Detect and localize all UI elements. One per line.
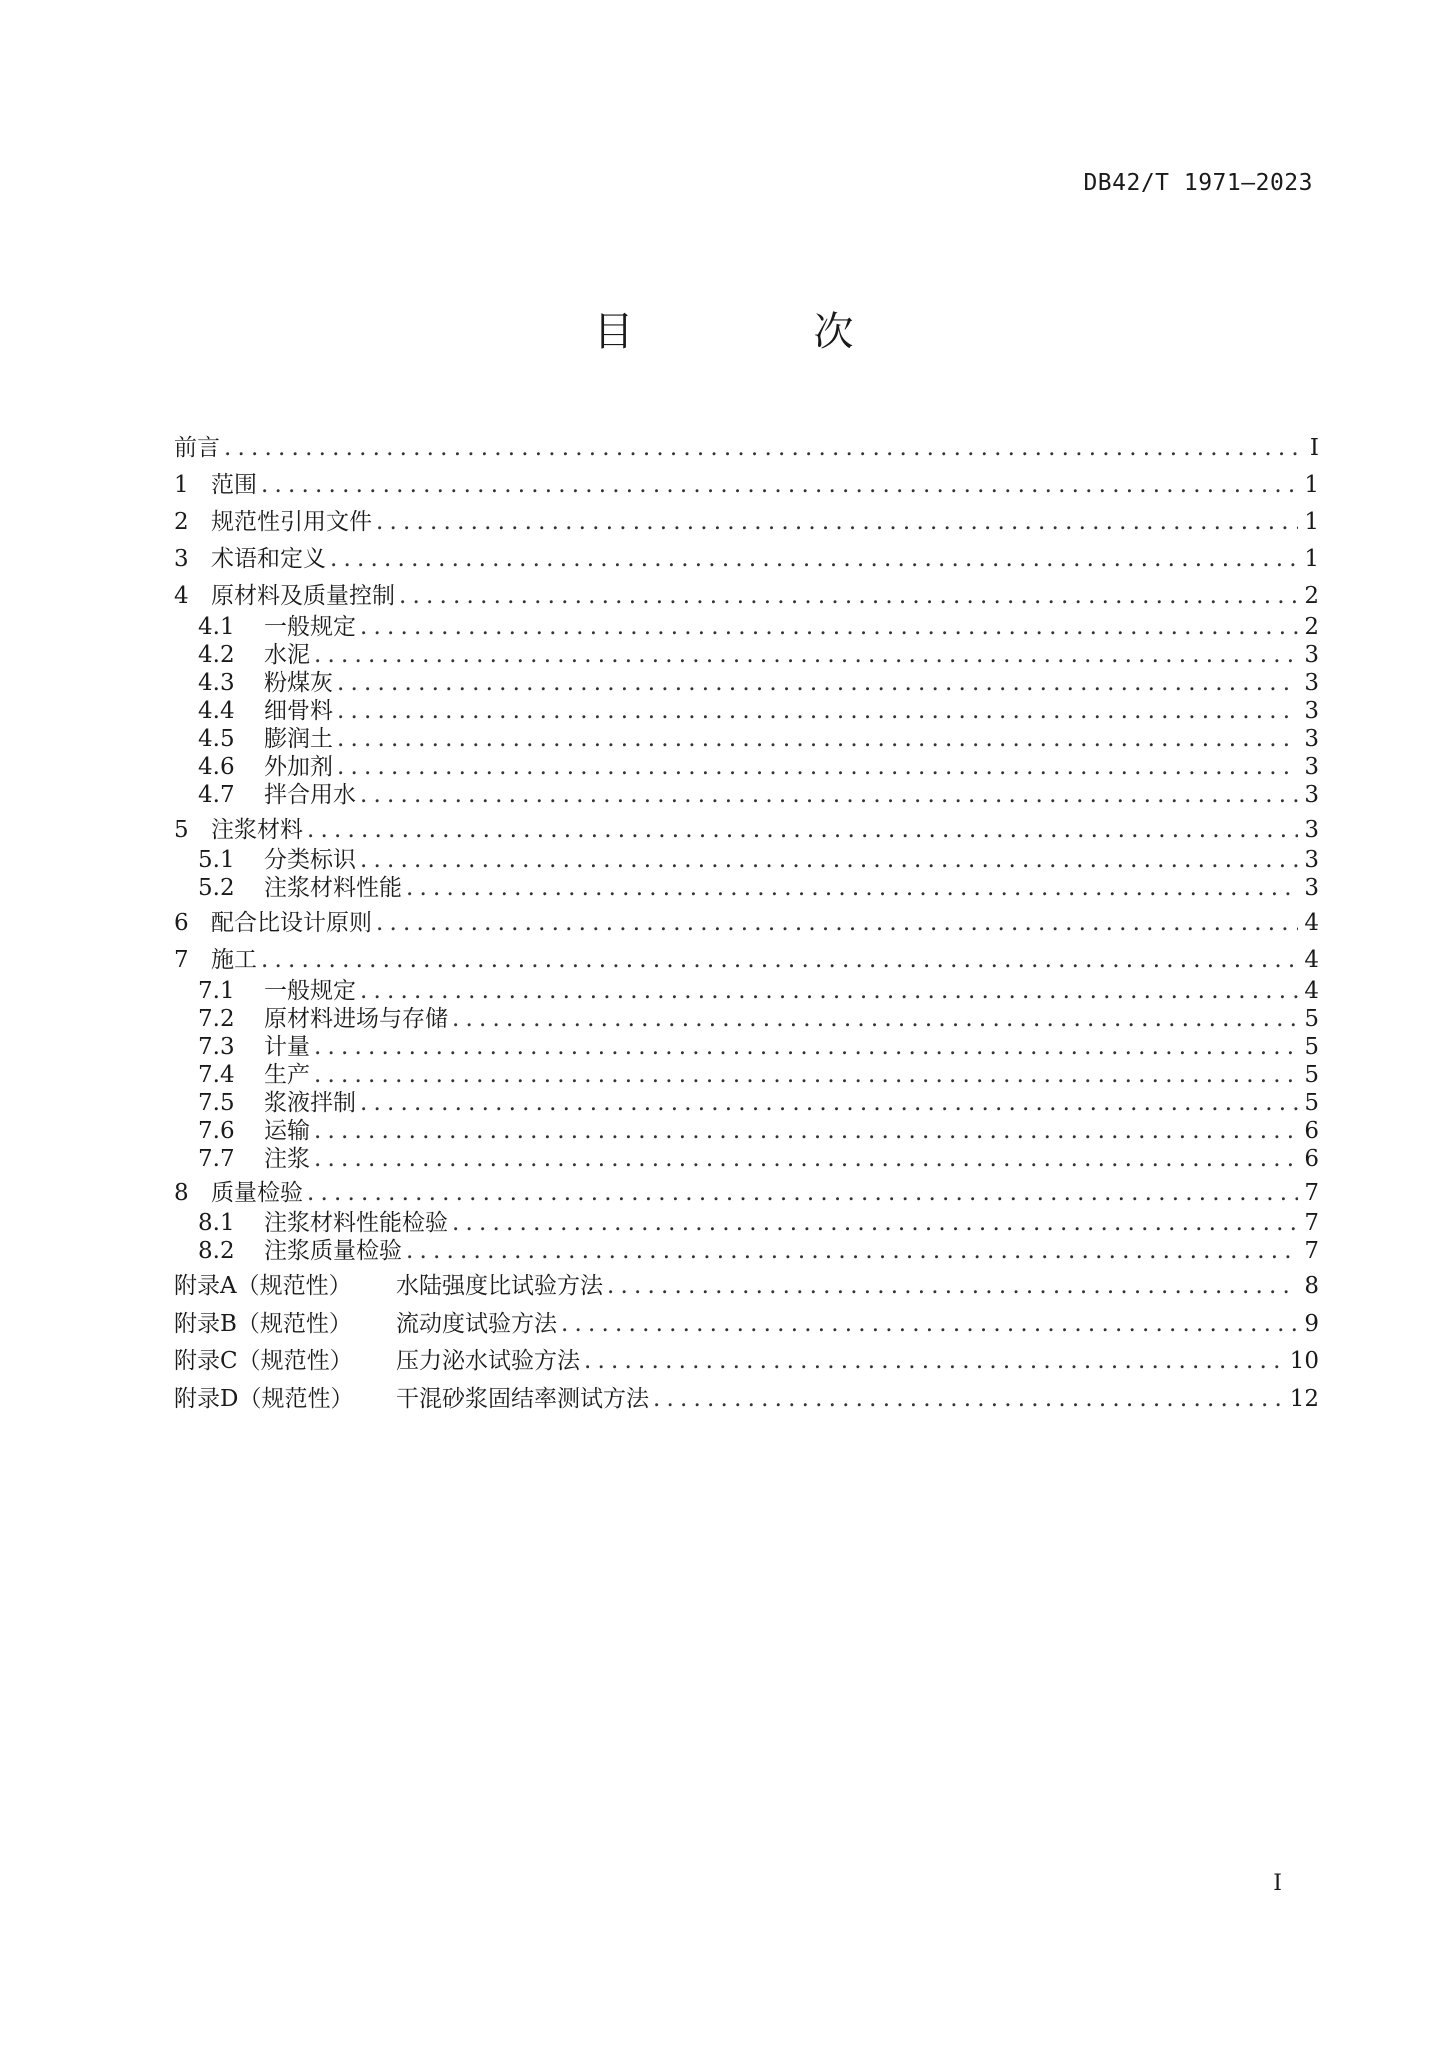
toc-entry-page: 3 [1304,642,1319,668]
toc-entry-number: 4.4 [198,698,235,724]
toc-entry-label: 计量 [264,1034,310,1060]
toc-entry-label: 流动度试验方法 [396,1311,557,1337]
toc-dot-leader [314,1141,1298,1177]
toc-dot-leader [376,504,1298,540]
toc-entry-label: 生产 [264,1062,310,1088]
toc-entry-label: 前言 [174,435,220,461]
toc-entry-label: 配合比设计原则 [211,910,372,936]
toc-entry-number: 8.1 [198,1210,235,1236]
toc-entry-page: 3 [1304,670,1319,696]
toc-entry-page: 1 [1304,472,1319,498]
toc-dot-leader [376,905,1298,941]
toc-entry-page: 8 [1304,1273,1319,1299]
toc-entry-number: 附录D（规范性） [174,1386,354,1412]
toc-entry-number: 4.6 [198,754,235,780]
toc-entry-label: 运输 [264,1118,310,1144]
toc-entry[interactable] [174,905,1319,941]
toc-entry-number: 1 [174,472,189,498]
toc-entry-page: 3 [1304,875,1319,901]
toc-entry[interactable] [174,467,1319,503]
toc-dot-leader [406,870,1298,906]
toc-entry-page: 1 [1304,546,1319,572]
toc-entry-page: 4 [1304,947,1319,973]
document-code: DB42/T 1971—2023 [1083,170,1313,196]
toc-entry-number: 7.1 [198,978,235,1004]
toc-entry-page: 3 [1304,726,1319,752]
toc-entry-page: 5 [1304,1006,1319,1032]
toc-entry[interactable] [174,430,1319,466]
toc-entry-number: 4.5 [198,726,235,752]
toc-entry-page: 2 [1304,583,1319,609]
toc-entry-label: 一般规定 [264,614,356,640]
toc-entry-number: 5.2 [198,875,235,901]
toc-entry-number: 4 [174,583,189,609]
toc-dot-leader [584,1343,1284,1379]
toc-entry-label: 一般规定 [264,978,356,1004]
toc-entry-number: 5 [174,817,189,843]
toc-entry[interactable] [174,1141,1319,1177]
toc-entry-number: 5.1 [198,847,235,873]
toc-entry-label: 分类标识 [264,847,356,873]
toc-entry-page: I [1309,435,1319,461]
toc-entry-label: 粉煤灰 [264,670,333,696]
toc-dot-leader [607,1268,1298,1304]
toc-entry-number: 7.4 [198,1062,235,1088]
toc-entry-page: 3 [1304,782,1319,808]
toc-entry-number: 7.6 [198,1118,235,1144]
toc-entry-page: 4 [1304,978,1319,1004]
toc-entry-page: 5 [1304,1034,1319,1060]
toc-entry-label: 注浆 [264,1146,310,1172]
toc-entry-page: 3 [1304,754,1319,780]
toc-entry-label: 压力泌水试验方法 [396,1348,580,1374]
toc-entry-label: 拌合用水 [264,782,356,808]
toc-entry-label: 施工 [211,947,257,973]
page-title: 目 次 [593,309,924,355]
toc-entry[interactable] [174,1306,1319,1342]
toc-entry-number: 4.7 [198,782,235,808]
toc-entry[interactable] [174,541,1319,577]
toc-entry-page: 5 [1304,1090,1319,1116]
toc-entry[interactable] [174,1343,1319,1379]
toc-entry[interactable] [174,1268,1319,1304]
toc-entry-page: 3 [1304,698,1319,724]
toc-entry-number: 8.2 [198,1238,235,1264]
toc-entry-number: 6 [174,910,189,936]
toc-dot-leader [406,1233,1298,1269]
toc-entry-number: 7 [174,947,189,973]
toc-entry-number: 8 [174,1180,189,1206]
toc-entry-page: 12 [1289,1386,1319,1412]
toc-entry-page: 7 [1304,1180,1319,1206]
toc-entry-label: 原材料进场与存储 [264,1006,448,1032]
toc-entry-number: 4.2 [198,642,235,668]
toc-entry[interactable] [174,1381,1319,1417]
toc-entry-label: 规范性引用文件 [211,509,372,535]
toc-dot-leader [330,541,1298,577]
toc-entry-label: 膨润土 [264,726,333,752]
toc-entry-number: 附录C（规范性） [174,1348,353,1374]
toc-entry-number: 7.7 [198,1146,235,1172]
toc-entry-number: 2 [174,509,189,535]
toc-entry-page: 1 [1304,509,1319,535]
toc-dot-leader [653,1381,1284,1417]
toc-entry-label: 质量检验 [211,1180,303,1206]
toc-dot-leader [360,777,1298,813]
toc-entry-label: 水陆强度比试验方法 [396,1273,603,1299]
toc-entry-label: 外加剂 [264,754,333,780]
toc-entry-page: 4 [1304,910,1319,936]
toc-dot-leader [224,430,1299,466]
toc-entry-page: 10 [1289,1348,1319,1374]
toc-entry-label: 注浆材料性能 [264,875,402,901]
toc-entry-label: 注浆材料性能检验 [264,1210,448,1236]
toc-entry[interactable] [174,870,1319,906]
toc-entry[interactable] [174,1233,1319,1269]
toc-entry-number: 4.3 [198,670,235,696]
toc-entry-label: 注浆质量检验 [264,1238,402,1264]
toc-entry-page: 9 [1304,1311,1319,1337]
toc-entry-page: 7 [1304,1210,1319,1236]
toc-entry-label: 术语和定义 [211,546,326,572]
toc-entry-label: 浆液拌制 [264,1090,356,1116]
footer-page-number: I [1273,1871,1282,1896]
toc-entry-number: 附录A（规范性） [174,1273,352,1299]
toc-entry-number: 7.2 [198,1006,235,1032]
toc-entry-page: 5 [1304,1062,1319,1088]
toc-entry-page: 6 [1304,1118,1319,1144]
toc-entry-page: 2 [1304,614,1319,640]
toc-entry-label: 细骨料 [264,698,333,724]
toc-entry-label: 水泥 [264,642,310,668]
toc-entry[interactable] [174,777,1319,813]
toc-entry-page: 6 [1304,1146,1319,1172]
toc-entry-page: 7 [1304,1238,1319,1264]
toc-entry-page: 3 [1304,817,1319,843]
toc-dot-leader [261,467,1298,503]
toc-entry-number: 4.1 [198,614,235,640]
toc-entry-page: 3 [1304,847,1319,873]
toc-entry-label: 原材料及质量控制 [211,583,395,609]
toc-entry-label: 注浆材料 [211,817,303,843]
toc-entry[interactable] [174,504,1319,540]
toc-entry-label: 干混砂浆固结率测试方法 [396,1386,649,1412]
toc-entry-number: 7.3 [198,1034,235,1060]
toc-dot-leader [561,1306,1298,1342]
toc-entry-number: 附录B（规范性） [174,1311,352,1337]
toc-entry-number: 3 [174,546,189,572]
toc-entry-label: 范围 [211,472,257,498]
toc-entry-number: 7.5 [198,1090,235,1116]
